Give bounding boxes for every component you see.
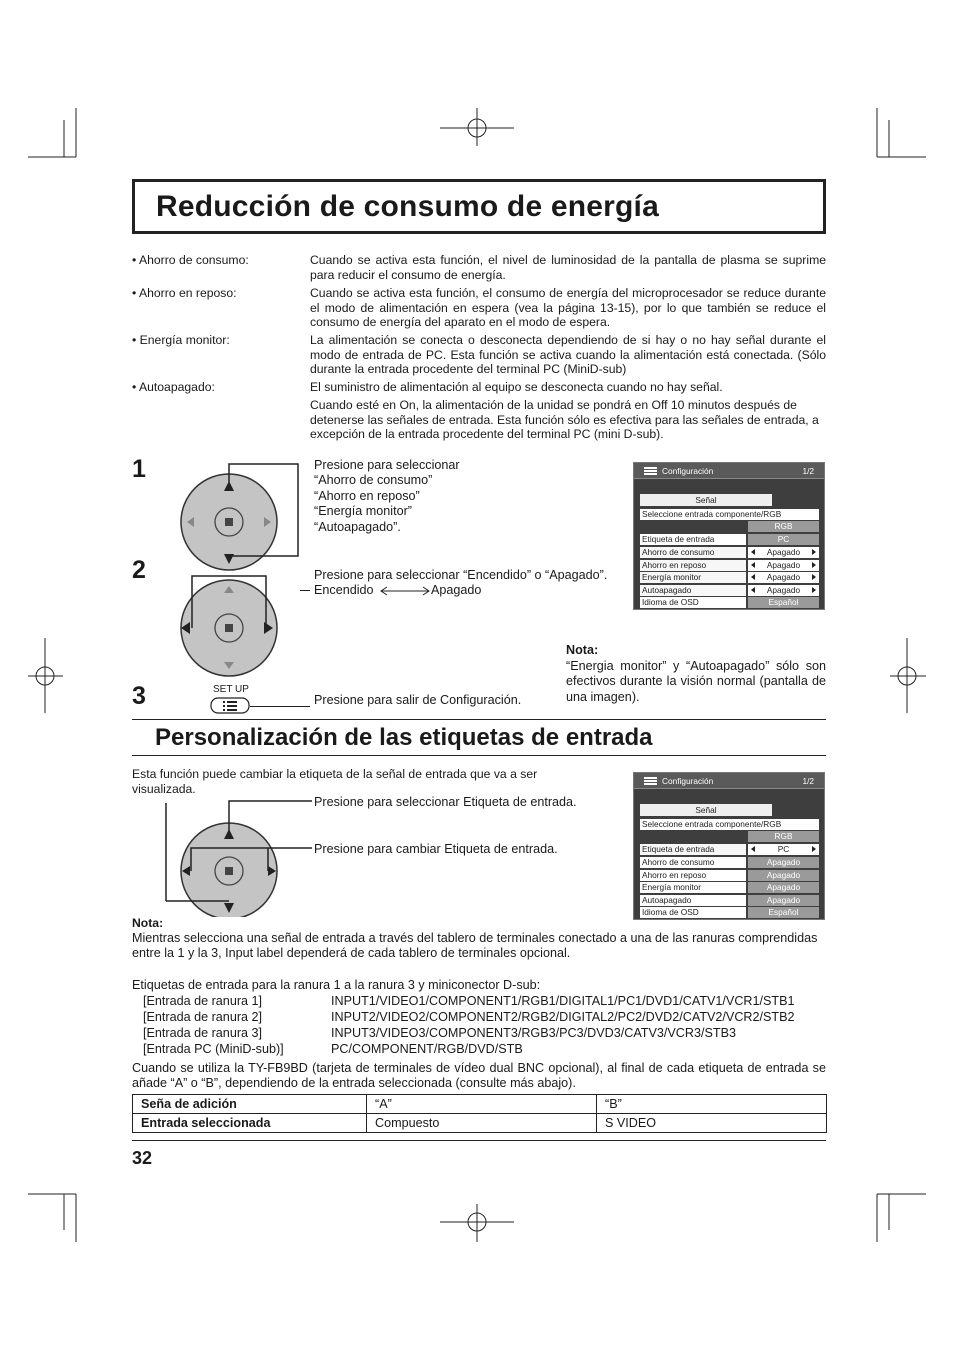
divider bbox=[132, 719, 826, 720]
nota1-title: Nota: bbox=[566, 643, 599, 657]
osd-rgb-row[interactable] bbox=[640, 831, 819, 842]
osd-row-value bbox=[748, 572, 819, 583]
step2-off: Apagado bbox=[431, 583, 482, 597]
step-1-number: 1 bbox=[132, 455, 146, 483]
osd-row-label: Idioma de OSD bbox=[640, 597, 746, 608]
osd-row-value bbox=[748, 585, 819, 596]
select-label-text: Presione para seleccionar Etiqueta de entrada. bbox=[314, 795, 577, 809]
term-autoapagado: • Autoapagado: bbox=[132, 380, 215, 394]
desc-energia-monitor: La alimentación se conecta o desconecta dependiendo de si hay o no hay señal durante el modo de entrada de PC. Esta función se activa cuando la alimentación está conectada. (Sólo durante la entrada procedente del terminal PC (MiniD-sub) bbox=[310, 333, 826, 376]
osd-component-rgb[interactable]: Seleccione entrada componente/RGB bbox=[640, 509, 819, 520]
osd-menu-2 bbox=[633, 772, 825, 920]
slot-names bbox=[143, 993, 284, 1057]
osd-row-label: Ahorro de consumo bbox=[640, 857, 746, 868]
osd-row-value: Apagado bbox=[748, 882, 819, 893]
osd-row-value-text: Apagado bbox=[766, 560, 801, 570]
step1-line: Presione para seleccionar bbox=[314, 458, 460, 472]
arrow-icon bbox=[379, 586, 431, 596]
remote-dpad-icon[interactable] bbox=[178, 460, 303, 575]
nota2-title: Nota: bbox=[132, 916, 164, 930]
step3-text: Presione para salir de Configuración. bbox=[314, 693, 522, 707]
osd-page: 1/2 bbox=[802, 466, 814, 476]
osd-row-value-text: Apagado bbox=[766, 585, 801, 595]
osd-component-rgb[interactable]: Seleccione entrada componente/RGB bbox=[640, 819, 819, 830]
osd-row[interactable] bbox=[640, 882, 819, 893]
table-row bbox=[133, 1095, 827, 1114]
step-2-number: 2 bbox=[132, 556, 146, 584]
slot-values-line: PC/COMPONENT/RGB/DVD/STB bbox=[331, 1042, 523, 1056]
step2-on: Encendido bbox=[314, 583, 374, 597]
osd-signal[interactable]: Señal bbox=[640, 494, 772, 506]
step1-line: “Ahorro en reposo” bbox=[314, 488, 420, 503]
setup-label: SET UP bbox=[213, 684, 249, 695]
divider bbox=[132, 755, 826, 756]
osd-row-label: Etiqueta de entrada bbox=[640, 844, 746, 855]
desc-autoapagado: El suministro de alimentación al equipo se desconecta cuando no hay señal. bbox=[310, 380, 723, 394]
osd-title: Configuración bbox=[662, 776, 714, 786]
title-box bbox=[132, 179, 826, 234]
table-cell: S VIDEO bbox=[597, 1114, 827, 1133]
desc-ahorro-reposo: Cuando se activa esta función, el consumo de energía del microprocesador se reduce durante el modo de alimentación en espera (vea la página 13-15), por lo que también se reduce el consumo de energía del aparato en el modo de espera. bbox=[310, 286, 826, 329]
osd-row-value bbox=[748, 547, 819, 558]
change-label-text: Presione para cambiar Etiqueta de entrada. bbox=[314, 842, 558, 856]
nota2-text: Mientras selecciona una señal de entrada a través del tablero de terminales conectado a una de las ranuras comprendidas entre la 1 y la 3, Input label dependerá de cada tablero de terminales opcional. bbox=[132, 931, 818, 961]
osd-row[interactable] bbox=[640, 534, 819, 545]
osd-row-value: Español bbox=[748, 597, 819, 608]
remote-dpad-icon[interactable] bbox=[164, 797, 314, 917]
osd-row-label: Autoapagado bbox=[640, 895, 746, 906]
osd-row-label: Ahorro en reposo bbox=[640, 870, 746, 881]
step1-line: “Autoapagado”. bbox=[314, 519, 401, 534]
step-3-number: 3 bbox=[132, 682, 146, 710]
leader-line bbox=[300, 590, 310, 591]
table-cell: Seña de adición bbox=[133, 1095, 367, 1114]
setup-button-icon[interactable] bbox=[210, 697, 250, 714]
slot-name: [Entrada de ranura 1] bbox=[143, 994, 263, 1008]
desc-ahorro-consumo: Cuando se activa esta función, el nivel de luminosidad de la pantalla de plasma se suprime para reducir el consumo de energía. bbox=[310, 253, 826, 282]
osd-row[interactable] bbox=[640, 907, 819, 918]
table-cell: “A” bbox=[367, 1095, 597, 1114]
osd-row-label: Energía monitor bbox=[640, 882, 746, 893]
step1-instructions bbox=[314, 458, 460, 535]
osd-row-value: Apagado bbox=[748, 857, 819, 868]
osd-row[interactable] bbox=[640, 857, 819, 868]
osd-page: 1/2 bbox=[802, 776, 814, 786]
autoapagado-extra: Cuando esté en On, la alimentación de la unidad se pondrá en Off 10 minutos después de detenerse las señales de entrada. Esta función sólo es efectiva para las señales de entrada, a excepción de la entrada procedente del terminal PC (mini D-sub). bbox=[310, 398, 819, 441]
osd-row-value-text: PC bbox=[777, 844, 790, 854]
osd-row-value-text: Apagado bbox=[766, 572, 801, 582]
osd-row-value: Apagado bbox=[748, 870, 819, 881]
term-ahorro-consumo: • Ahorro de consumo: bbox=[132, 253, 249, 267]
osd-signal[interactable]: Señal bbox=[640, 804, 772, 816]
osd-menu-1 bbox=[633, 462, 825, 610]
section2-intro: Esta función puede cambiar la etiqueta de la señal de entrada que va a ser visualizada. bbox=[132, 767, 538, 796]
osd-row-label: Etiqueta de entrada bbox=[640, 534, 746, 545]
osd-row[interactable] bbox=[640, 547, 819, 558]
remote-dpad-icon[interactable] bbox=[178, 574, 303, 684]
slot-values-line: INPUT3/VIDEO3/COMPONENT3/RGB3/PC3/DVD3/CATV3/VCR3/STB3 bbox=[331, 1026, 736, 1040]
osd-rgb: RGB bbox=[748, 831, 819, 842]
step1-line: “Energía monitor” bbox=[314, 504, 412, 519]
osd-row-value bbox=[748, 844, 819, 855]
osd-row[interactable] bbox=[640, 597, 819, 608]
osd-rgb: RGB bbox=[748, 521, 819, 532]
osd-row-label: Energía monitor bbox=[640, 572, 746, 583]
step2-text: Presione para seleccionar “Encendido” o “Apagado”. bbox=[314, 568, 608, 582]
osd-row-value: Español bbox=[748, 907, 819, 918]
table-cell: “B” bbox=[597, 1095, 827, 1114]
osd-row-label: Idioma de OSD bbox=[640, 907, 746, 918]
page-number: 32 bbox=[132, 1148, 153, 1168]
osd-row-value bbox=[748, 560, 819, 571]
fb9bd-text: Cuando se utiliza la TY-FB9BD (tarjeta de terminales de vídeo dual BNC opcional), al final de cada etiqueta de entrada se añade “A” o “B”, dependiendo de la entrada seleccionada (consulte más abajo). bbox=[132, 1061, 826, 1091]
osd-row[interactable] bbox=[640, 844, 819, 855]
leader-line bbox=[250, 706, 310, 707]
osd-title: Configuración bbox=[662, 466, 714, 476]
nota1-text: “Energia monitor” y “Autoapagado” sólo son efectivos durante la visión normal (pantalla de una imagen). bbox=[566, 659, 826, 704]
page-title: Reducción de consumo de energía bbox=[156, 190, 659, 223]
osd-row[interactable] bbox=[640, 895, 819, 906]
osd-row-value-text: Apagado bbox=[766, 547, 801, 557]
osd-row[interactable] bbox=[640, 870, 819, 881]
osd-row-value: Apagado bbox=[748, 895, 819, 906]
osd-row[interactable] bbox=[640, 560, 819, 571]
slot-name: [Entrada de ranura 2] bbox=[143, 1010, 263, 1024]
osd-row-label: Ahorro de consumo bbox=[640, 547, 746, 558]
slot-values bbox=[331, 993, 795, 1057]
slot-name: [Entrada PC (MiniD-sub)] bbox=[143, 1042, 284, 1056]
step1-line: “Ahorro de consumo” bbox=[314, 473, 433, 488]
menu-icon bbox=[644, 467, 657, 475]
slot-values-line: INPUT1/VIDEO1/COMPONENT1/RGB1/DIGITAL1/PC1/DVD1/CATV1/VCR1/STB1 bbox=[331, 994, 795, 1008]
table-row bbox=[133, 1114, 827, 1133]
osd-rgb-row[interactable] bbox=[640, 521, 819, 532]
table-cell: Entrada seleccionada bbox=[133, 1114, 367, 1133]
addition-table bbox=[132, 1094, 827, 1133]
term-ahorro-reposo: • Ahorro en reposo: bbox=[132, 286, 237, 300]
section2-title: Personalización de las etiquetas de entrada bbox=[155, 724, 653, 751]
term-energia-monitor: • Energía monitor: bbox=[132, 333, 230, 347]
osd-row-label: Ahorro en reposo bbox=[640, 560, 746, 571]
slot-name: [Entrada de ranura 3] bbox=[143, 1026, 263, 1040]
osd-row-value: PC bbox=[748, 534, 819, 545]
menu-icon bbox=[644, 777, 657, 785]
table-cell: Compuesto bbox=[367, 1114, 597, 1133]
labels-intro: Etiquetas de entrada para la ranura 1 a la ranura 3 y miniconector D-sub: bbox=[132, 978, 541, 992]
osd-row[interactable] bbox=[640, 585, 819, 596]
osd-row[interactable] bbox=[640, 572, 819, 583]
footer-divider bbox=[132, 1140, 826, 1141]
slot-values-line: INPUT2/VIDEO2/COMPONENT2/RGB2/DIGITAL2/PC2/DVD2/CATV2/VCR2/STB2 bbox=[331, 1010, 795, 1024]
osd-row-label: Autoapagado bbox=[640, 585, 746, 596]
